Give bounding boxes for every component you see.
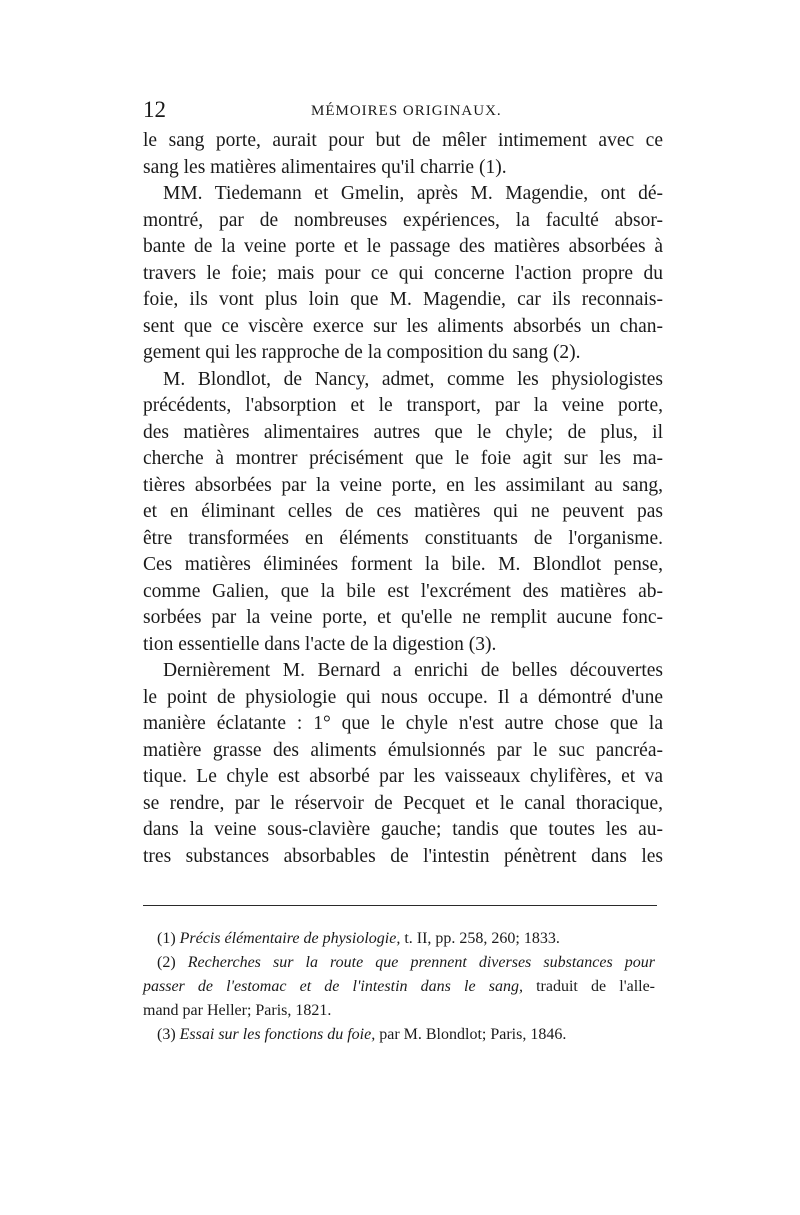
footnotes xyxy=(143,927,655,1047)
footnote-text: t. II, pp. 258, 260; 1833. xyxy=(404,930,560,947)
body-line: tières absorbées par la veine porte, en les assimilant au sang, xyxy=(143,474,663,496)
footnote-2 xyxy=(143,951,655,975)
body-line: foie, ils vont plus loin que M. Magendie, car ils reconnais- xyxy=(143,289,663,310)
body-line: dans la veine sous-clavière gauche; tandis que toutes les au- xyxy=(143,819,663,840)
body-line: tres substances absorbables de l'intestin pénètrent dans les xyxy=(143,845,663,867)
body-line: cherche à montrer précisément que le foie agit sur les ma- xyxy=(143,448,663,469)
body-text xyxy=(143,128,663,870)
footnote-number: (3) xyxy=(157,1026,176,1043)
body-line: tion essentielle dans l'acte de la digestion (3). xyxy=(143,633,497,655)
body-line: comme Galien, que la bile est l'excrément des matières ab- xyxy=(143,580,663,602)
body-line: des matières alimentaires autres que le chyle; de plus, il xyxy=(143,421,663,443)
body-line: le sang porte, aurait pour but de mêler intimement avec ce xyxy=(143,130,663,151)
body-line: MM. Tiedemann et Gmelin, après M. Magendie, ont dé- xyxy=(163,183,663,204)
running-title: MÉMOIRES ORIGINAUX. xyxy=(311,103,502,119)
footnote-1 xyxy=(143,927,655,951)
body-line: M. Blondlot, de Nancy, admet, comme les physiologistes xyxy=(163,368,663,390)
body-line: gement qui les rapproche de la composition du sang (2). xyxy=(143,342,581,363)
body-line: se rendre, par le réservoir de Pecquet et le canal thoracique, xyxy=(143,792,663,814)
footnote-2-continued xyxy=(143,975,655,999)
body-line: précédents, l'absorption et le transport, par la veine porte, xyxy=(143,395,663,416)
footnote-title: passer de l'estomac et de l'intestin dans le sang, xyxy=(143,978,523,995)
body-line: sang les matières alimentaires qu'il charrie (1). xyxy=(143,156,507,178)
footnote-3 xyxy=(143,1023,655,1047)
footnote-rule xyxy=(143,905,657,906)
footnote-title: Recherches sur la route que prennent diverses substances pour xyxy=(187,954,656,971)
body-line: travers le foie; mais pour ce qui concerne l'action propre du xyxy=(143,262,663,284)
footnote-text: par M. Blondlot; Paris, 1846. xyxy=(379,1026,567,1043)
footnote-number: (1) xyxy=(157,930,176,947)
body-line: le point de physiologie qui nous occupe. Il a démontré d'une xyxy=(143,686,663,708)
body-line: manière éclatante : 1° que le chyle n'est autre chose que la xyxy=(143,713,663,734)
body-line: tique. Le chyle est absorbé par les vaisseaux chylifères, et va xyxy=(143,766,663,787)
footnote-2-continued xyxy=(143,999,655,1023)
page-header xyxy=(143,96,663,126)
footnote-title: Essai sur les fonctions du foie, xyxy=(179,1026,376,1043)
footnote-text: traduit de l'alle- xyxy=(536,978,656,995)
footnote-text: mand par Heller; Paris, 1821. xyxy=(143,1002,332,1019)
body-line: matière grasse des aliments émulsionnés par le suc pancréa- xyxy=(143,739,663,761)
page-number: 12 xyxy=(143,97,166,122)
body-line: montré, par de nombreuses expériences, la faculté absor- xyxy=(143,209,663,231)
footnote-number: (2) xyxy=(157,954,176,971)
body-line: sorbées par la veine porte, et qu'elle ne remplit aucune fonc- xyxy=(143,607,663,628)
body-line: bante de la veine porte et le passage des matières absorbées à xyxy=(143,236,663,257)
body-line: Ces matières éliminées forment la bile. M. Blondlot pense, xyxy=(143,554,663,575)
body-line: sent que ce viscère exerce sur les aliments absorbés un chan- xyxy=(143,315,663,337)
body-line: être transformées en éléments constituants de l'organisme. xyxy=(143,527,663,549)
footnote-title: Précis élémentaire de physiologie, xyxy=(179,930,401,947)
body-line: et en éliminant celles de ces matières qui ne peuvent pas xyxy=(143,501,663,522)
body-line: Dernièrement M. Bernard a enrichi de belles découvertes xyxy=(163,660,663,681)
